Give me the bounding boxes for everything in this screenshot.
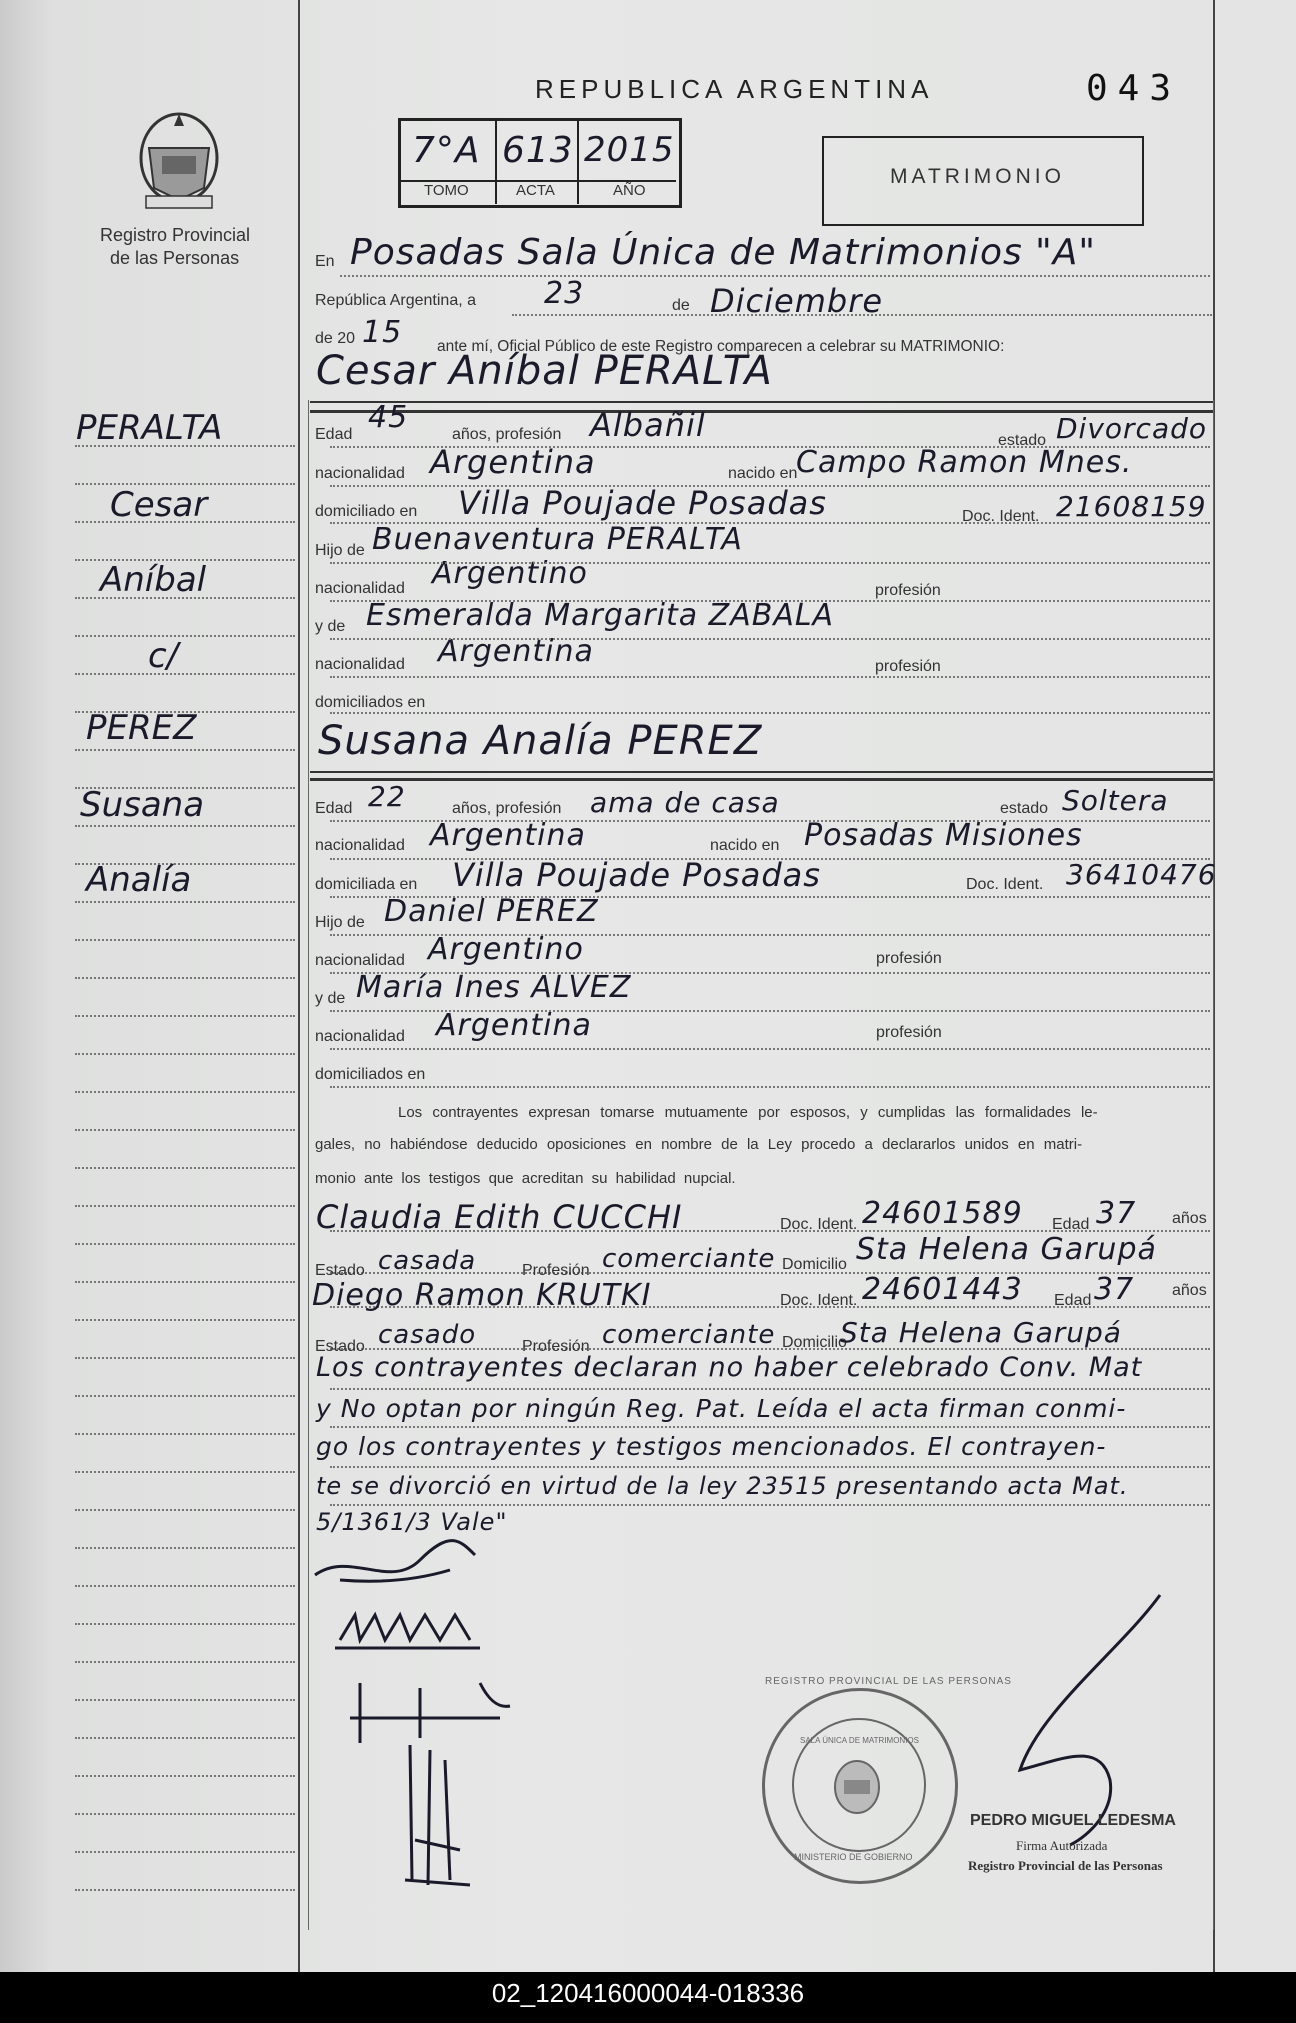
groom-doc-label: Doc. Ident.	[962, 508, 1040, 525]
form-fill-line	[330, 712, 1210, 714]
day-value: 23	[544, 276, 585, 311]
margin-surname-groom: PERALTA	[76, 408, 223, 448]
anio-value: 2015	[584, 130, 675, 170]
groom-estado-label: estado	[998, 432, 1047, 449]
margin-rule-line	[75, 1547, 295, 1549]
margin-rule-line	[75, 1053, 295, 1055]
declaration-line3: monio ante los testigos que acreditan su habilidad nupcial.	[315, 1170, 736, 1187]
page-number: 043	[1086, 68, 1182, 109]
form-fill-line	[330, 1010, 1210, 1012]
witness2-prof-label: Profesión	[522, 1338, 590, 1355]
margin-rule-line	[75, 1281, 295, 1283]
box-divider	[577, 120, 579, 204]
en-label: En	[315, 253, 335, 270]
margin-rule-line	[75, 1661, 295, 1663]
margin-rule-line	[75, 1167, 295, 1169]
bride-hijo-label: Hijo de	[315, 914, 365, 931]
margin-name-groom-2: Aníbal	[100, 560, 207, 600]
form-fill-line	[330, 522, 1210, 524]
de-label: de	[672, 297, 690, 314]
signature-groom	[310, 1530, 480, 1590]
declaration-line2: gales, no habiéndose deducido oposiciones en nombre de la Ley procedo a declararlos unidos en matri-	[315, 1136, 1083, 1153]
groom-mother-nat-label: nacionalidad	[315, 656, 405, 673]
groom-mother-prof-label: profesión	[875, 658, 941, 675]
province-logo	[134, 108, 224, 213]
form-fill-line	[330, 446, 1210, 448]
signature-bride	[330, 1600, 490, 1660]
dotted-line	[340, 275, 1210, 277]
witness2-estado: casado	[378, 1320, 477, 1350]
groom-father: Buenaventura PERALTA	[372, 522, 743, 557]
bride-doc: 36410476	[1066, 858, 1217, 891]
declaration-line1: Los contrayentes expresan tomarse mutuamente por esposos, y cumplidas las formalidades le-	[398, 1104, 1098, 1121]
groom-mother-nat: Argentina	[438, 634, 594, 669]
margin-rule-line	[75, 1433, 295, 1435]
section-rule	[310, 771, 1213, 773]
form-fill-line	[330, 485, 1210, 487]
bride-father-nat-label: nacionalidad	[315, 952, 405, 969]
groom-father-nat-label: nacionalidad	[315, 580, 405, 597]
groom-nac-label: nacionalidad	[315, 465, 405, 482]
groom-birthplace: Campo Ramon Mnes.	[796, 445, 1133, 480]
groom-doc: 21608159	[1056, 490, 1207, 523]
witness1-doc: 24601589	[862, 1196, 1023, 1231]
bride-doc-label: Doc. Ident.	[966, 876, 1044, 893]
bride-name: Susana Analía PEREZ	[318, 718, 763, 764]
stamp-inner-text: SALA ÚNICA DE MATRIMONIOS	[800, 1736, 919, 1745]
groom-age: 45	[368, 400, 409, 435]
witness1-dom-label: Domicilio	[782, 1256, 847, 1273]
margin-rule-line	[75, 1243, 295, 1245]
margin-rule-line	[75, 977, 295, 979]
form-fill-line	[330, 562, 1210, 564]
groom-edad-label: Edad	[315, 426, 353, 443]
margin-rule-line	[75, 1357, 295, 1359]
margin-rule-line	[75, 825, 295, 827]
witness1-estado: casada	[378, 1246, 477, 1276]
witness1-anos-label: años	[1172, 1210, 1207, 1227]
signature-witness2	[390, 1740, 490, 1890]
margin-conjunction: c/	[148, 636, 179, 676]
bride-mother-prof-label: profesión	[876, 1024, 942, 1041]
groom-estado: Divorcado	[1056, 412, 1208, 445]
margin-rule-line	[75, 673, 295, 675]
registry-name-line1: Registro Provincial	[100, 225, 251, 245]
groom-nationality: Argentina	[430, 443, 596, 481]
margin-rule-line	[75, 939, 295, 941]
margin-rule-line	[75, 1091, 295, 1093]
witness1-name: Claudia Edith CUCCHI	[316, 1198, 683, 1236]
witness1-prof-label: Profesión	[522, 1262, 590, 1279]
margin-rule-line	[75, 1699, 295, 1701]
witness1-edad-label: Edad	[1052, 1216, 1090, 1233]
witness1-profession: comerciante	[602, 1244, 776, 1274]
year-prefix: de 20	[315, 330, 356, 347]
witness2-estado-label: Estado	[315, 1338, 365, 1355]
witness2-age: 37	[1094, 1272, 1135, 1307]
bride-domicile: Villa Poujade Posadas	[452, 856, 821, 894]
groom-dom-label: domiciliado en	[315, 503, 418, 520]
groom-mother: Esmeralda Margarita ZABALA	[366, 598, 835, 633]
bride-estado-label: estado	[1000, 800, 1049, 817]
note-line-5: 5/1361/3 Vale"	[316, 1508, 508, 1536]
margin-rule-line	[75, 1585, 295, 1587]
bride-nacido-label: nacido en	[710, 837, 780, 854]
margin-rule-line	[75, 749, 295, 751]
form-fill-line	[330, 858, 1210, 860]
witness1-doc-label: Doc. Ident.	[780, 1216, 858, 1233]
witness1-estado-label: Estado	[315, 1262, 365, 1279]
note-line-4: te se divorció en virtud de la ley 23515 presentando acta Mat.	[316, 1472, 1129, 1500]
box-divider	[495, 120, 497, 204]
margin-name-bride-2: Analía	[86, 860, 192, 900]
form-fill-line	[330, 820, 1210, 822]
official-org: Registro Provincial de las Personas	[968, 1858, 1163, 1873]
form-fill-line	[330, 1426, 1210, 1428]
margin-rule-line	[75, 1319, 295, 1321]
month-value: Diciembre	[710, 282, 884, 320]
form-fill-line	[330, 1086, 1210, 1088]
groom-hijo-label: Hijo de	[315, 542, 365, 559]
witness2-doc-label: Doc. Ident.	[780, 1292, 858, 1309]
bride-dom-label: domiciliada en	[315, 876, 418, 893]
official-name: PEDRO MIGUEL LEDESMA	[970, 1812, 1176, 1829]
margin-rule-line	[75, 1623, 295, 1625]
content-left-rule	[308, 400, 309, 1930]
note-line-2: y No optan por ningún Reg. Pat. Leída el acta firman conmi-	[316, 1394, 1127, 1423]
witness1-age: 37	[1096, 1196, 1137, 1231]
bride-age: 22	[368, 780, 406, 813]
form-fill-line	[330, 1388, 1210, 1390]
margin-rule-line	[75, 1509, 295, 1511]
groom-doms-label: domiciliados en	[315, 694, 426, 711]
bride-prof-label: años, profesión	[452, 800, 562, 817]
groom-domicile: Villa Poujade Posadas	[458, 484, 827, 522]
bride-birthplace: Posadas Misiones	[804, 818, 1083, 853]
margin-rule-line	[75, 901, 295, 903]
bride-father: Daniel PEREZ	[384, 894, 599, 929]
stamp-outer-text: REGISTRO PROVINCIAL DE LAS PERSONAS	[765, 1676, 1012, 1687]
margin-rule-line	[75, 1737, 295, 1739]
country-title: REPUBLICA ARGENTINA	[535, 74, 934, 104]
tomo-label: TOMO	[424, 182, 469, 199]
record-type: MATRIMONIO	[890, 165, 1065, 188]
margin-rule-line	[75, 1775, 295, 1777]
groom-father-nat: Argentino	[432, 556, 588, 591]
form-fill-line	[330, 934, 1210, 936]
bride-profession: ama de casa	[590, 786, 780, 819]
margin-rule-line	[75, 1129, 295, 1131]
anio-label: AÑO	[613, 182, 646, 199]
left-margin-rule	[298, 0, 300, 1972]
witness2-anos-label: años	[1172, 1282, 1207, 1299]
groom-profession: Albañil	[590, 406, 706, 444]
form-fill-line	[330, 676, 1210, 678]
bride-mother-nat: Argentina	[436, 1008, 592, 1043]
ante-text: ante mí, Oficial Público de este Registro comparecen a celebrar su MATRIMONIO:	[437, 338, 1005, 355]
note-line-1: Los contrayentes declaran no haber celebrado Conv. Mat	[316, 1352, 1143, 1383]
margin-rule-line	[75, 1015, 295, 1017]
bride-edad-label: Edad	[315, 800, 353, 817]
margin-rule-line	[75, 1851, 295, 1853]
groom-prof-label: años, profesión	[452, 426, 562, 443]
margin-rule-line	[75, 1205, 295, 1207]
bride-doms-label: domiciliados en	[315, 1066, 426, 1083]
witness2-profession: comerciante	[602, 1320, 776, 1350]
bride-estado: Soltera	[1062, 784, 1169, 817]
groom-nacido-label: nacido en	[728, 465, 798, 482]
place-value: Posadas Sala Única de Matrimonios "A"	[350, 232, 1096, 273]
witness2-dom-label: Domicilio	[782, 1334, 847, 1351]
bride-father-nat: Argentino	[428, 932, 584, 967]
official-title: Firma Autorizada	[1016, 1838, 1108, 1853]
form-fill-line	[330, 896, 1210, 898]
republica-label: República Argentina, a	[315, 292, 476, 309]
margin-rule-line	[75, 1813, 295, 1815]
groom-yde-label: y de	[315, 618, 346, 635]
witness2-name: Diego Ramon KRUTKI	[312, 1278, 652, 1313]
witness2-doc: 24601443	[862, 1272, 1023, 1307]
margin-name-groom-1: Cesar	[110, 485, 208, 525]
form-fill-line	[330, 1048, 1210, 1050]
margin-name-bride-1: Susana	[80, 785, 205, 825]
bride-yde-label: y de	[315, 990, 346, 1007]
form-fill-line	[330, 1504, 1210, 1506]
form-fill-line	[330, 1466, 1210, 1468]
stamp-bottom-text: MINISTERIO DE GOBIERNO	[794, 1852, 913, 1862]
margin-rule-line	[75, 1889, 295, 1891]
image-identifier: 02_120416000044-018336	[491, 1978, 805, 2008]
section-rule	[310, 401, 1213, 403]
form-fill-line	[330, 600, 1210, 602]
bride-mother: María Ines ALVEZ	[356, 970, 632, 1005]
margin-rule-line	[75, 1471, 295, 1473]
acta-value: 613	[502, 130, 574, 171]
content-right-rule	[1213, 400, 1214, 1930]
groom-name: Cesar Aníbal PERALTA	[316, 348, 773, 394]
signature-official	[1000, 1590, 1170, 1850]
note-line-3: go los contrayentes y testigos mencionados. El contrayen-	[316, 1432, 1107, 1461]
bride-mother-nat-label: nacionalidad	[315, 1028, 405, 1045]
bride-father-prof-label: profesión	[876, 950, 942, 967]
groom-father-prof-label: profesión	[875, 582, 941, 599]
signature-witness1	[340, 1678, 530, 1748]
form-fill-line	[330, 638, 1210, 640]
dotted-line	[512, 314, 1212, 316]
witness1-domicile: Sta Helena Garupá	[856, 1232, 1157, 1267]
section-rule	[310, 778, 1213, 781]
form-fill-line	[330, 972, 1210, 974]
acta-label: ACTA	[516, 182, 555, 199]
registry-name-line2: de las Personas	[110, 248, 240, 268]
witness2-edad-label: Edad	[1054, 1292, 1092, 1309]
tomo-value: 7°A	[412, 130, 481, 171]
witness2-domicile: Sta Helena Garupá	[840, 1316, 1122, 1349]
stamp-emblem	[828, 1758, 886, 1816]
margin-rule-line	[75, 635, 295, 637]
margin-rule-line	[75, 1395, 295, 1397]
bride-nac-label: nacionalidad	[315, 837, 405, 854]
year-suffix: 15	[362, 315, 403, 350]
margin-surname-bride: PEREZ	[86, 708, 197, 748]
bride-nationality: Argentina	[430, 818, 586, 853]
